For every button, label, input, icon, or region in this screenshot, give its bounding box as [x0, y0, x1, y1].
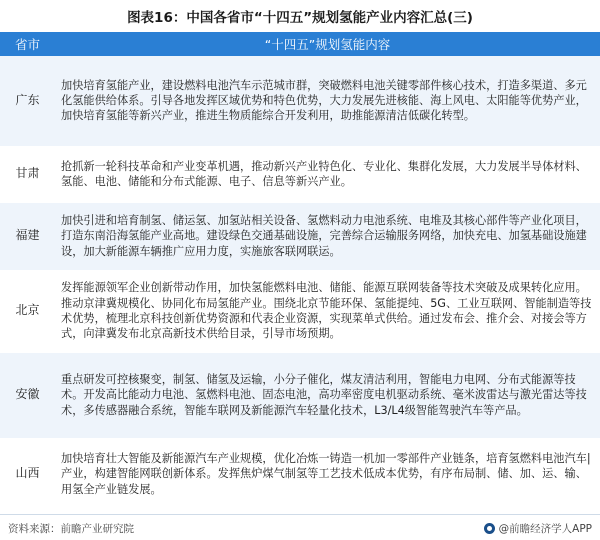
- table-row: [0, 352, 600, 438]
- table-row: [0, 146, 600, 202]
- province-cell: 甘肃: [0, 146, 55, 202]
- brand-label: @前瞻经济学人APP: [498, 523, 592, 535]
- header-province: 省市: [0, 32, 55, 56]
- province-cell: 北京: [0, 270, 55, 352]
- content-cell: 发挥能源领军企业创新带动作用，加快氢能燃料电池、储能、能源互联网装备等技术突破及成果转化应用。推动京津冀规模化、协同化布局氢能产业。围绕北京节能环保、氢能提纯、5G、工业互联网、智能制造等技术优势，梳理北京科技创新优势资源和代表企业资源，实现菜单式供给。通过发布会、推介会、对接会等方式，向津冀发布北京高新技术供给目录，引导市场预期。: [55, 270, 600, 352]
- province-cell: 山西: [0, 438, 55, 510]
- table-row: [0, 202, 600, 270]
- content-cell: 重点研发可控核聚变，制氢、储氢及运输，小分子催化，煤友清洁利用，智能电力电网、分布式能源等技术。开发高比能动力电池、氢燃料电池、固态电池，高功率密度电机驱动系统、毫米波雷达与激光雷达等技术，多传感器融合系统，智能车联网及新能源汽车轻量化技术，L3/L4级智能驾驶汽车等产品。: [55, 352, 600, 438]
- figure-footer: [0, 514, 600, 540]
- source-note: 资料来源：前瞻产业研究院: [8, 523, 134, 535]
- table-row: [0, 270, 600, 352]
- brand-credit: [484, 521, 592, 536]
- content-cell: 抢抓新一轮科技革命和产业变革机遇，推动新兴产业特色化、专业化、集群化发展，大力发展半导体材料、氢能、电池、储能和分布式能源、电子、信息等新兴产业。: [55, 146, 600, 202]
- province-cell: 广东: [0, 56, 55, 146]
- qianzhan-logo-icon: [484, 523, 495, 534]
- table-row: [0, 56, 600, 146]
- content-cell: 加快培育壮大智能及新能源汽车产业规模，优化冶炼一铸造一机加一零部件产业链条，培育氢燃料电池汽车|产业，构建智能网联创新体系。发挥焦炉煤气制氢等工艺技术低成本优势，有序布局制、储、加、运、输、用氢全产业链发展。: [55, 438, 600, 510]
- header-content: “十四五”规划氢能内容: [55, 32, 600, 56]
- province-cell: 安徽: [0, 352, 55, 438]
- table-row: [0, 438, 600, 510]
- province-cell: 福建: [0, 202, 55, 270]
- hydrogen-plan-table: [0, 32, 600, 511]
- figure-title: 图表16：中国各省市“十四五”规划氢能产业内容汇总(三): [127, 10, 473, 26]
- table-header-row: [0, 32, 600, 56]
- content-cell: 加快引进和培育制氢、储运氢、加氢站相关设备、氢燃料动力电池系统、电堆及其核心部件等产业化项目，打造东南沿海氢能产业高地。建设绿色交通基础设施，完善综合运输服务网络，加快充电、加氢基础设施建设，加大新能源车辆推广应用力度，实施旅客联网联运。: [55, 202, 600, 270]
- content-cell: 加快培育氢能产业，建设燃料电池汽车示范城市群，突破燃料电池关键零部件核心技术，打造多渠道、多元化氢能供给体系。引导各地发挥区域优势和特色优势，大力发展先进核能、海上风电、太阳能等优势产业，加快培育氢能等新兴产业，推进生物质能综合开发利用，助推能源清洁低碳化转型。: [55, 56, 600, 146]
